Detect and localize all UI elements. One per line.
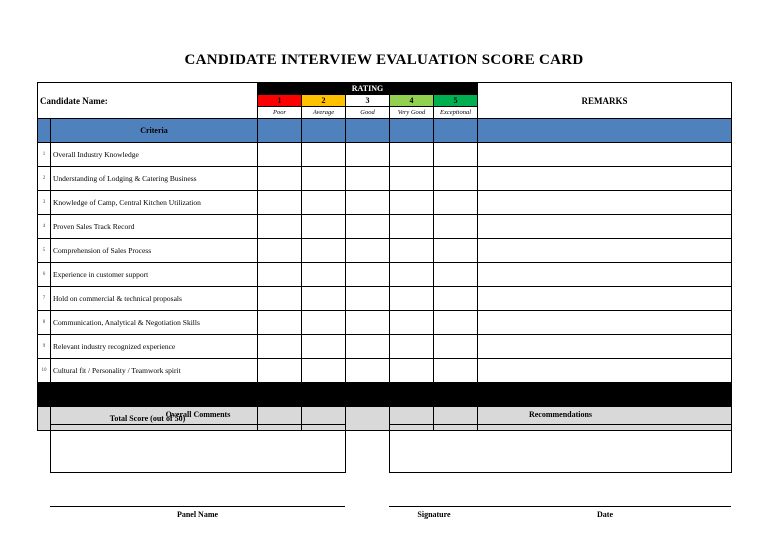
rating-cell-4[interactable] xyxy=(390,335,434,359)
rating-cell-5[interactable] xyxy=(434,359,478,383)
score-card-table xyxy=(37,82,732,431)
remarks-cell[interactable] xyxy=(478,167,732,191)
rating-cell-4[interactable] xyxy=(390,263,434,287)
overall-comments-box xyxy=(50,404,346,473)
rating-cell-3[interactable] xyxy=(346,143,390,167)
criteria-row xyxy=(38,287,732,311)
rating-cell-4[interactable] xyxy=(390,287,434,311)
total-rating-cell-3[interactable] xyxy=(346,407,390,431)
rating-cell-2[interactable] xyxy=(302,263,346,287)
signature-date-line[interactable] xyxy=(389,506,731,507)
overall-comments-label: Overall Comments xyxy=(51,405,345,425)
rating-cell-5[interactable] xyxy=(434,311,478,335)
rating-cell-5[interactable] xyxy=(434,263,478,287)
rating-level-2-number: 2 xyxy=(302,95,346,107)
rating-cell-4[interactable] xyxy=(390,311,434,335)
criteria-text: Cultural fit / Personality / Teamwork spirit xyxy=(51,359,258,383)
remarks-cell[interactable] xyxy=(478,143,732,167)
rating-level-5-label: Exceptional xyxy=(434,107,478,119)
rating-cell-5[interactable] xyxy=(434,143,478,167)
criteria-row xyxy=(38,359,732,383)
criteria-text: Knowledge of Camp, Central Kitchen Utilization xyxy=(51,191,258,215)
separator-cell xyxy=(434,383,478,407)
rating-cell-1[interactable] xyxy=(258,215,302,239)
remarks-cell[interactable] xyxy=(478,239,732,263)
criteria-index: 1 xyxy=(38,143,51,167)
criteria-index: 8 xyxy=(38,311,51,335)
criteria-index: 6 xyxy=(38,263,51,287)
rating-level-1-number: 1 xyxy=(258,95,302,107)
rating-level-3-label: Good xyxy=(346,107,390,119)
rating-cell-5[interactable] xyxy=(434,191,478,215)
rating-cell-3[interactable] xyxy=(346,311,390,335)
rating-cell-5[interactable] xyxy=(434,215,478,239)
rating-cell-1[interactable] xyxy=(258,167,302,191)
rating-cell-1[interactable] xyxy=(258,335,302,359)
rating-cell-3[interactable] xyxy=(346,335,390,359)
criteria-index: 7 xyxy=(38,287,51,311)
signature-label: Signature xyxy=(417,510,451,519)
rating-level-5-number: 5 xyxy=(434,95,478,107)
total-score-label: Total Score (out of 50) xyxy=(38,407,258,431)
separator-cell xyxy=(478,383,732,407)
rating-cell-5[interactable] xyxy=(434,167,478,191)
criteria-index: 10 xyxy=(38,359,51,383)
separator-cell xyxy=(390,383,434,407)
recommendations-box xyxy=(389,404,732,473)
rating-cell-5[interactable] xyxy=(434,239,478,263)
criteria-text: Communication, Analytical & Negotiation Skills xyxy=(51,311,258,335)
date-label: Date xyxy=(597,510,613,519)
criteria-text: Overall Industry Knowledge xyxy=(51,143,258,167)
criteria-text: Hold on commercial & technical proposals xyxy=(51,287,258,311)
rating-level-2-label: Average xyxy=(302,107,346,119)
rating-cell-2[interactable] xyxy=(302,335,346,359)
rating-level-4-label: Very Good xyxy=(390,107,434,119)
remarks-cell[interactable] xyxy=(478,335,732,359)
separator-cell xyxy=(346,383,390,407)
remarks-header: REMARKS xyxy=(478,83,732,119)
remarks-cell[interactable] xyxy=(478,215,732,239)
rating-cell-4[interactable] xyxy=(390,215,434,239)
rating-cell-2[interactable] xyxy=(302,287,346,311)
criteria-text: Understanding of Lodging & Catering Business xyxy=(51,167,258,191)
rating-cell-1[interactable] xyxy=(258,143,302,167)
rating-cell-2[interactable] xyxy=(302,143,346,167)
criteria-text: Comprehension of Sales Process xyxy=(51,239,258,263)
separator-cell xyxy=(302,383,346,407)
remarks-cell[interactable] xyxy=(478,191,732,215)
criteria-text: Proven Sales Track Record xyxy=(51,215,258,239)
criteria-row xyxy=(38,311,732,335)
rating-cell-4[interactable] xyxy=(390,167,434,191)
rating-cell-3[interactable] xyxy=(346,191,390,215)
rating-cell-1[interactable] xyxy=(258,239,302,263)
rating-cell-2[interactable] xyxy=(302,239,346,263)
rating-cell-3[interactable] xyxy=(346,359,390,383)
recommendations-label: Recommendations xyxy=(390,405,731,425)
panel-name-line[interactable] xyxy=(50,506,345,507)
criteria-text: Relevant industry recognized experience xyxy=(51,335,258,359)
candidate-name-field[interactable] xyxy=(38,83,258,119)
separator-cell xyxy=(38,383,51,407)
rating-cell-2[interactable] xyxy=(302,311,346,335)
rating-cell-1[interactable] xyxy=(258,311,302,335)
remarks-cell[interactable] xyxy=(478,263,732,287)
criteria-header: Criteria xyxy=(51,119,258,143)
rating-cell-4[interactable] xyxy=(390,359,434,383)
remarks-cell[interactable] xyxy=(478,311,732,335)
rating-cell-4[interactable] xyxy=(390,239,434,263)
rating-header: RATING xyxy=(258,83,478,95)
separator-cell xyxy=(51,383,258,407)
criteria-index: 5 xyxy=(38,239,51,263)
rating-cell-5[interactable] xyxy=(434,335,478,359)
rating-cell-1[interactable] xyxy=(258,263,302,287)
rating-cell-2[interactable] xyxy=(302,215,346,239)
criteria-row xyxy=(38,263,732,287)
panel-name-label: Panel Name xyxy=(176,510,219,519)
remarks-cell[interactable] xyxy=(478,287,732,311)
criteria-index-header xyxy=(38,119,51,143)
criteria-index: 3 xyxy=(38,191,51,215)
criteria-index: 9 xyxy=(38,335,51,359)
rating-cell-2[interactable] xyxy=(302,167,346,191)
rating-cell-3[interactable] xyxy=(346,239,390,263)
separator-cell xyxy=(258,383,302,407)
rating-cell-3[interactable] xyxy=(346,167,390,191)
criteria-row xyxy=(38,215,732,239)
criteria-row xyxy=(38,143,732,167)
rating-cell-2[interactable] xyxy=(302,359,346,383)
rating-cell-4[interactable] xyxy=(390,191,434,215)
rating-cell-4[interactable] xyxy=(390,143,434,167)
rating-cell-3[interactable] xyxy=(346,263,390,287)
rating-cell-3[interactable] xyxy=(346,215,390,239)
rating-cell-2[interactable] xyxy=(302,191,346,215)
remarks-cell[interactable] xyxy=(478,359,732,383)
criteria-row xyxy=(38,167,732,191)
criteria-index: 2 xyxy=(38,167,51,191)
rating-level-3-number: 3 xyxy=(346,95,390,107)
recommendations-input[interactable] xyxy=(390,425,731,472)
separator-row xyxy=(38,383,732,407)
criteria-text: Experience in customer support xyxy=(51,263,258,287)
rating-cell-1[interactable] xyxy=(258,287,302,311)
criteria-row xyxy=(38,239,732,263)
rating-cell-5[interactable] xyxy=(434,287,478,311)
criteria-index: 4 xyxy=(38,215,51,239)
rating-level-4-number: 4 xyxy=(390,95,434,107)
rating-level-1-label: Poor xyxy=(258,107,302,119)
page-title: CANDIDATE INTERVIEW EVALUATION SCORE CARD xyxy=(184,52,584,68)
overall-comments-input[interactable] xyxy=(51,425,345,472)
rating-cell-1[interactable] xyxy=(258,359,302,383)
criteria-row xyxy=(38,335,732,359)
criteria-row xyxy=(38,191,732,215)
candidate-name-label: Candidate Name: xyxy=(40,95,108,106)
rating-cell-3[interactable] xyxy=(346,287,390,311)
rating-cell-1[interactable] xyxy=(258,191,302,215)
